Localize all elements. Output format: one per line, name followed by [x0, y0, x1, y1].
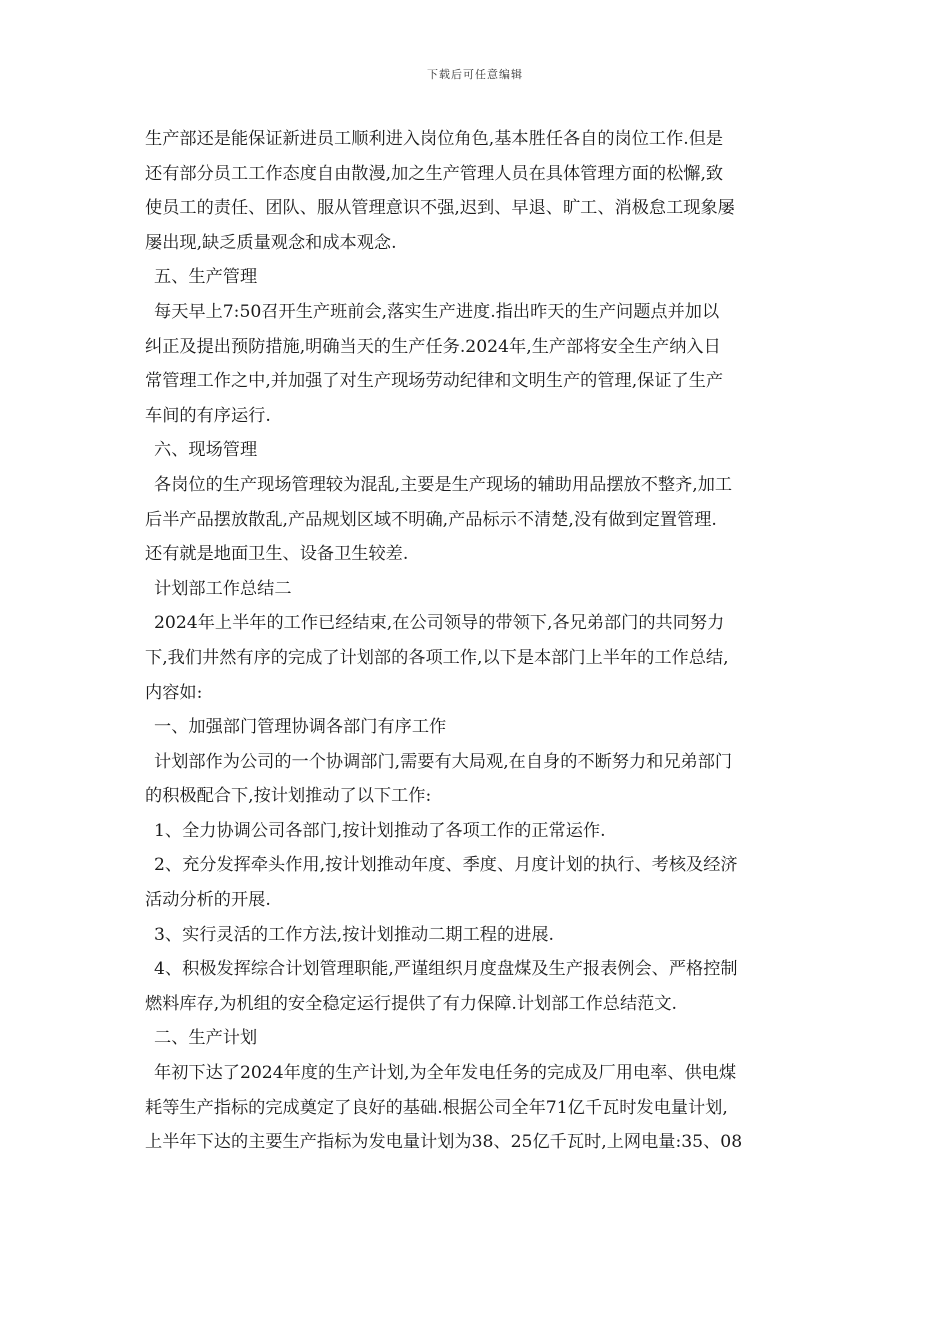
text-line: 生产部还是能保证新进员工顺利进入岗位角色,基本胜任各自的岗位工作.但是 — [145, 129, 724, 149]
text-line: 后半产品摆放散乱,产品规划区域不明确,产品标示不清楚,没有做到定置管理. — [145, 509, 717, 530]
text-line: 的积极配合下,按计划推动了以下工作: — [145, 786, 432, 807]
text-line: 纠正及提出预防措施,明确当天的生产任务.2024年,生产部将安全生产纳入日 — [145, 336, 721, 357]
text-line: 车间的有序运行. — [145, 405, 271, 426]
text-line: 内容如: — [145, 682, 203, 703]
text-line: 二、生产计划 — [154, 1028, 258, 1049]
text-line: 耗等生产指标的完成奠定了良好的基础.根据公司全年71亿千瓦时发电量计划, — [145, 1097, 728, 1118]
text-line: 屡出现,缺乏质量观念和成本观念. — [145, 232, 397, 253]
text-line: 2、充分发挥牵头作用,按计划推动年度、季度、月度计划的执行、考核及经济 — [154, 855, 738, 876]
text-line: 1、全力协调公司各部门,按计划推动了各项工作的正常运作. — [154, 820, 606, 841]
text-line: 常管理工作之中,并加强了对生产现场劳动纪律和文明生产的管理,保证了生产 — [145, 371, 724, 392]
text-line: 一、加强部门管理协调各部门有序工作 — [154, 717, 447, 738]
text-line: 活动分析的开展. — [145, 890, 271, 911]
text-line: 计划部作为公司的一个协调部门,需要有大局观,在自身的不断努力和兄弟部门 — [154, 751, 733, 772]
text-line: 还有部分员工工作态度自由散漫,加之生产管理人员在具体管理方面的松懈,致 — [145, 163, 724, 184]
text-line: 下,我们井然有序的完成了计划部的各项工作,以下是本部门上半年的工作总结, — [145, 647, 729, 668]
text-line: 燃料库存,为机组的安全稳定运行提供了有力保障.计划部工作总结范文. — [145, 993, 678, 1014]
page-header-note: 下载后可任意编辑 — [427, 68, 523, 81]
text-line: 各岗位的生产现场管理较为混乱,主要是生产现场的辅助用品摆放不整齐,加工 — [154, 474, 733, 495]
text-line: 2024年上半年的工作已经结束,在公司领导的带领下,各兄弟部门的共同努力 — [154, 613, 725, 634]
text-line: 3、实行灵活的工作方法,按计划推动二期工程的进展. — [154, 924, 554, 945]
text-line: 五、生产管理 — [154, 267, 258, 288]
text-line: 每天早上7:50召开生产班前会,落实生产进度.指出昨天的生产问题点并加以 — [154, 301, 720, 322]
text-line: 4、积极发挥综合计划管理职能,严谨组织月度盘煤及生产报表例会、严格控制 — [154, 959, 738, 980]
text-line: 上半年下达的主要生产指标为发电量计划为38、25亿千瓦时,上网电量:35、08 — [145, 1132, 743, 1153]
text-line: 计划部工作总结二 — [154, 578, 292, 599]
text-line: 六、现场管理 — [154, 440, 258, 461]
document-body — [145, 122, 817, 1160]
text-line: 年初下达了2024年度的生产计划,为全年发电任务的完成及厂用电率、供电煤 — [154, 1063, 737, 1084]
text-line: 使员工的责任、团队、服从管理意识不强,迟到、早退、旷工、消极怠工现象屡 — [145, 198, 735, 219]
text-line: 还有就是地面卫生、设备卫生较差. — [145, 544, 409, 565]
